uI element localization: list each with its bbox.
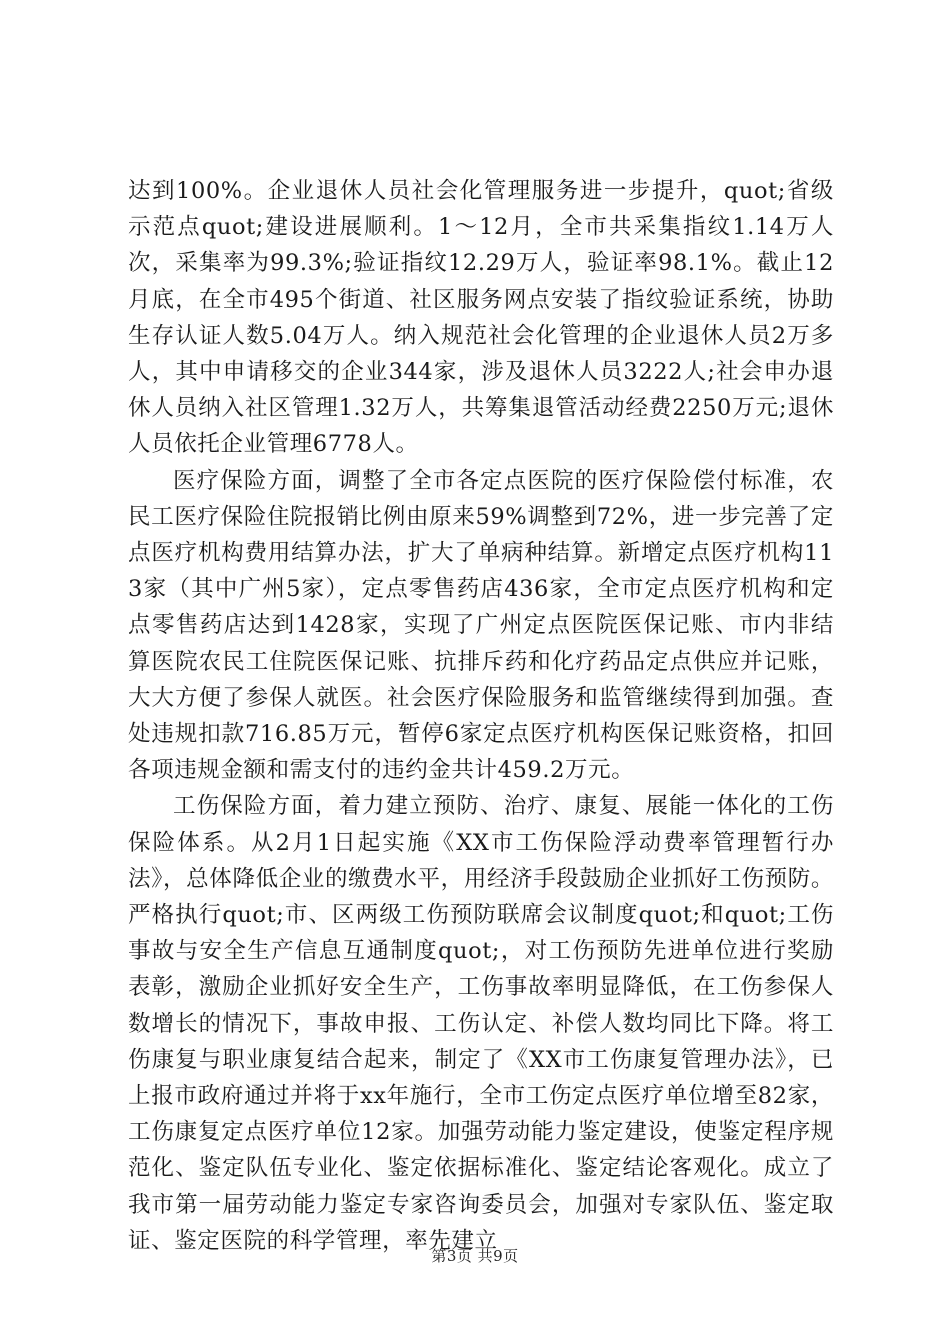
page-footer: 第3页 共9页	[431, 1247, 519, 1265]
paragraph-retirement-management: 达到100%。企业退休人员社会化管理服务进一步提升，quot;省级示范点quot;建设进展顺利。1～12月，全市共采集指纹1.14万人次，采集率为99.3%;验证指纹12.29万人，验证率98.1%。截止12月底，在全市495个街道、社区服务网点安装了指纹验证系统，协助生存认证人数5.04万人。纳入规范社会化管理的企业退休人员2万多人，其中申请移交的企业344家，涉及退休人员3222人;社会申办退休人员纳入社区管理1.32万人，共筹集退管活动经费2250万元;退休人员依托企业管理6778人。	[128, 178, 834, 458]
paragraph-work-injury-insurance: 工伤保险方面，着力建立预防、治疗、康复、展能一体化的工伤保险体系。从2月1日起实施《XX市工伤保险浮动费率管理暂行办法》，总体降低企业的缴费水平，用经济手段鼓励企业抓好工伤预防。严格执行quot;市、区两级工伤预防联席会议制度quot;和quot;工伤事故与安全生产信息互通制度quot;，对工伤预防先进单位进行奖励表彰，激励企业抓好安全生产，工伤事故率明显降低，在工伤参保人数增长的情况下，事故申报、工伤认定、补偿人数均同比下降。将工伤康复与职业康复结合起来，制定了《XX市工伤康复管理办法》，已上报市政府通过并将于xx年施行，全市工伤定点医疗单位增至82家，工伤康复定点医疗单位12家。加强劳动能力鉴定建设，使鉴定程序规范化、鉴定队伍专业化、鉴定依据标准化、鉴定结论客观化。成立了我市第一届劳动能力鉴定专家咨询委员会，加强对专家队伍、鉴定取证、鉴定医院的科学管理，率先建立	[128, 793, 834, 1254]
paragraph-medical-insurance: 医疗保险方面，调整了全市各定点医院的医疗保险偿付标准，农民工医疗保险住院报销比例由原来59%调整到72%，进一步完善了定点医疗机构费用结算办法，扩大了单病种结算。新增定点医疗机构113家（其中广州5家），定点零售药店436家，全市定点医疗机构和定点零售药店达到1428家，实现了广州定点医院医保记账、市内非结算医院农民工住院医保记账、抗排斥药和化疗药品定点供应并记账，大大方便了参保人就医。社会医疗保险服务和监管继续得到加强。查处违规扣款716.85万元，暂停6家定点医疗机构医保记账资格，扣回各项违规金额和需支付的违约金共计459.2万元。	[128, 467, 834, 784]
document-body	[128, 173, 834, 1259]
